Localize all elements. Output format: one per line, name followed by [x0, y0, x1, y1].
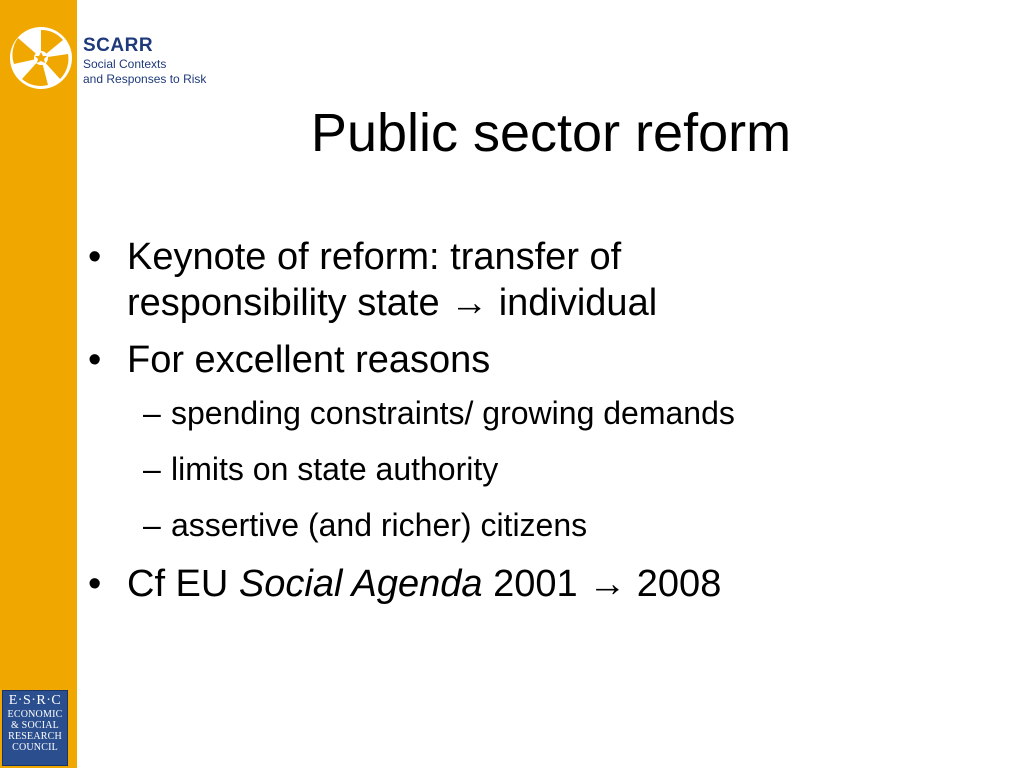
bullet-marker: •	[88, 236, 102, 278]
sub-bullet-item	[84, 393, 984, 433]
bullet-item	[84, 337, 984, 383]
bullet-item	[84, 234, 984, 326]
sub-bullet-marker: –	[143, 451, 161, 487]
esrc-acronym: E·S·R·C	[8, 693, 62, 708]
bullet-text: Keynote of reform: transfer of	[127, 236, 622, 278]
sub-bullet-text: assertive (and richer) citizens	[171, 507, 588, 543]
bullet-text: responsibility state → individual	[127, 282, 658, 324]
scarr-logo-icon	[8, 24, 74, 92]
esrc-logo	[2, 690, 68, 766]
bullet-marker: •	[88, 339, 102, 381]
bullet-text: For excellent reasons	[127, 339, 491, 381]
slide-title: Public sector reform	[310, 103, 792, 163]
brand-tagline-1: Social Contexts	[83, 57, 167, 71]
sub-bullet-text: limits on state authority	[171, 451, 499, 487]
bullet-marker: •	[88, 563, 102, 605]
sub-bullet-list	[84, 393, 984, 545]
esrc-line: ECONOMIC	[7, 709, 63, 720]
sub-bullet-marker: –	[143, 395, 161, 431]
esrc-line: COUNCIL	[12, 742, 58, 753]
sidebar-band	[0, 0, 77, 768]
slide-body	[84, 234, 984, 618]
brand-block	[83, 35, 206, 87]
sub-bullet-item	[84, 505, 984, 545]
bullet-text-italic: Social Agenda	[238, 563, 483, 605]
sub-bullet-text: spending constraints/ growing demands	[171, 395, 735, 431]
brand-name: SCARR	[83, 35, 154, 56]
bullet-text-suffix: 2001 → 2008	[482, 563, 722, 605]
bullet-text-prefix: Cf EU	[127, 563, 239, 605]
esrc-line: & SOCIAL	[11, 720, 59, 731]
brand-tagline-2: and Responses to Risk	[83, 72, 207, 86]
bullet-item	[84, 561, 984, 607]
sub-bullet-item	[84, 449, 984, 489]
sub-bullet-marker: –	[143, 507, 161, 543]
esrc-line: RESEARCH	[8, 731, 62, 742]
